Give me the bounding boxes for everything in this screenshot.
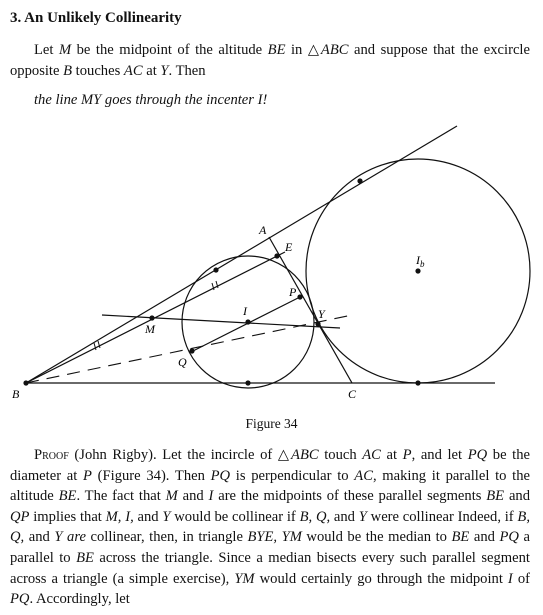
geometry-figure bbox=[0, 118, 543, 408]
point-excircle-top bbox=[357, 178, 362, 183]
point-m bbox=[149, 315, 154, 320]
claim-statement: the line MY goes through the incenter I! bbox=[34, 92, 268, 108]
label-i: I bbox=[243, 304, 247, 318]
point-p bbox=[297, 294, 302, 299]
point-incircle-bottom bbox=[245, 380, 250, 385]
label-e: E bbox=[285, 240, 293, 254]
point-b bbox=[23, 380, 28, 385]
label-q: Q bbox=[178, 355, 187, 369]
label-p: P bbox=[289, 285, 297, 299]
side-ac bbox=[269, 237, 352, 383]
label-ib: $I_b$ bbox=[416, 253, 425, 269]
label-a: A bbox=[259, 223, 267, 237]
point-ib bbox=[415, 268, 420, 273]
section-title: 3. An Unlikely Collinearity bbox=[10, 10, 182, 26]
proof-paragraph: Proof (John Rigby). Let the incircle of △ABC touch AC at P, and let PQ be the diameter at P (Figure 34). Then PQ is perpendicular to AC, making it parallel to the altitude BE. The fact that M and I are the midpoints of these parallel segments BE and QP implies that M, I, and Y would be collinear if B, Q, and Y were collinear Indeed, if B, Q, and Y are collinear, then, in triangle BYE, YM would be the median to BE and PQ a parallel to BE across the triangle. Since a median bisects every such parallel segment across a triangle (a simple exercise), YM would certainly go through the midpoint I of PQ. Accordingly, let bbox=[10, 447, 531, 608]
figure-caption: Figure 34 bbox=[245, 416, 298, 431]
point-y bbox=[315, 321, 320, 326]
label-y: Y bbox=[318, 307, 325, 321]
point-excircle-bottom bbox=[415, 380, 420, 385]
point-incircle-top bbox=[213, 267, 218, 272]
point-i bbox=[245, 319, 250, 324]
label-c: C bbox=[348, 387, 357, 401]
point-e bbox=[274, 253, 279, 258]
label-b: B bbox=[12, 387, 20, 401]
intro-paragraph: Let M be the midpoint of the altitude BE in △ABC and suppose that the excircle opposite B touches AC at Y. Then bbox=[10, 42, 530, 79]
point-q bbox=[189, 348, 194, 353]
line-ba-extended bbox=[26, 126, 457, 383]
label-m: M bbox=[145, 322, 155, 336]
dashed-line-bqy bbox=[26, 315, 352, 383]
